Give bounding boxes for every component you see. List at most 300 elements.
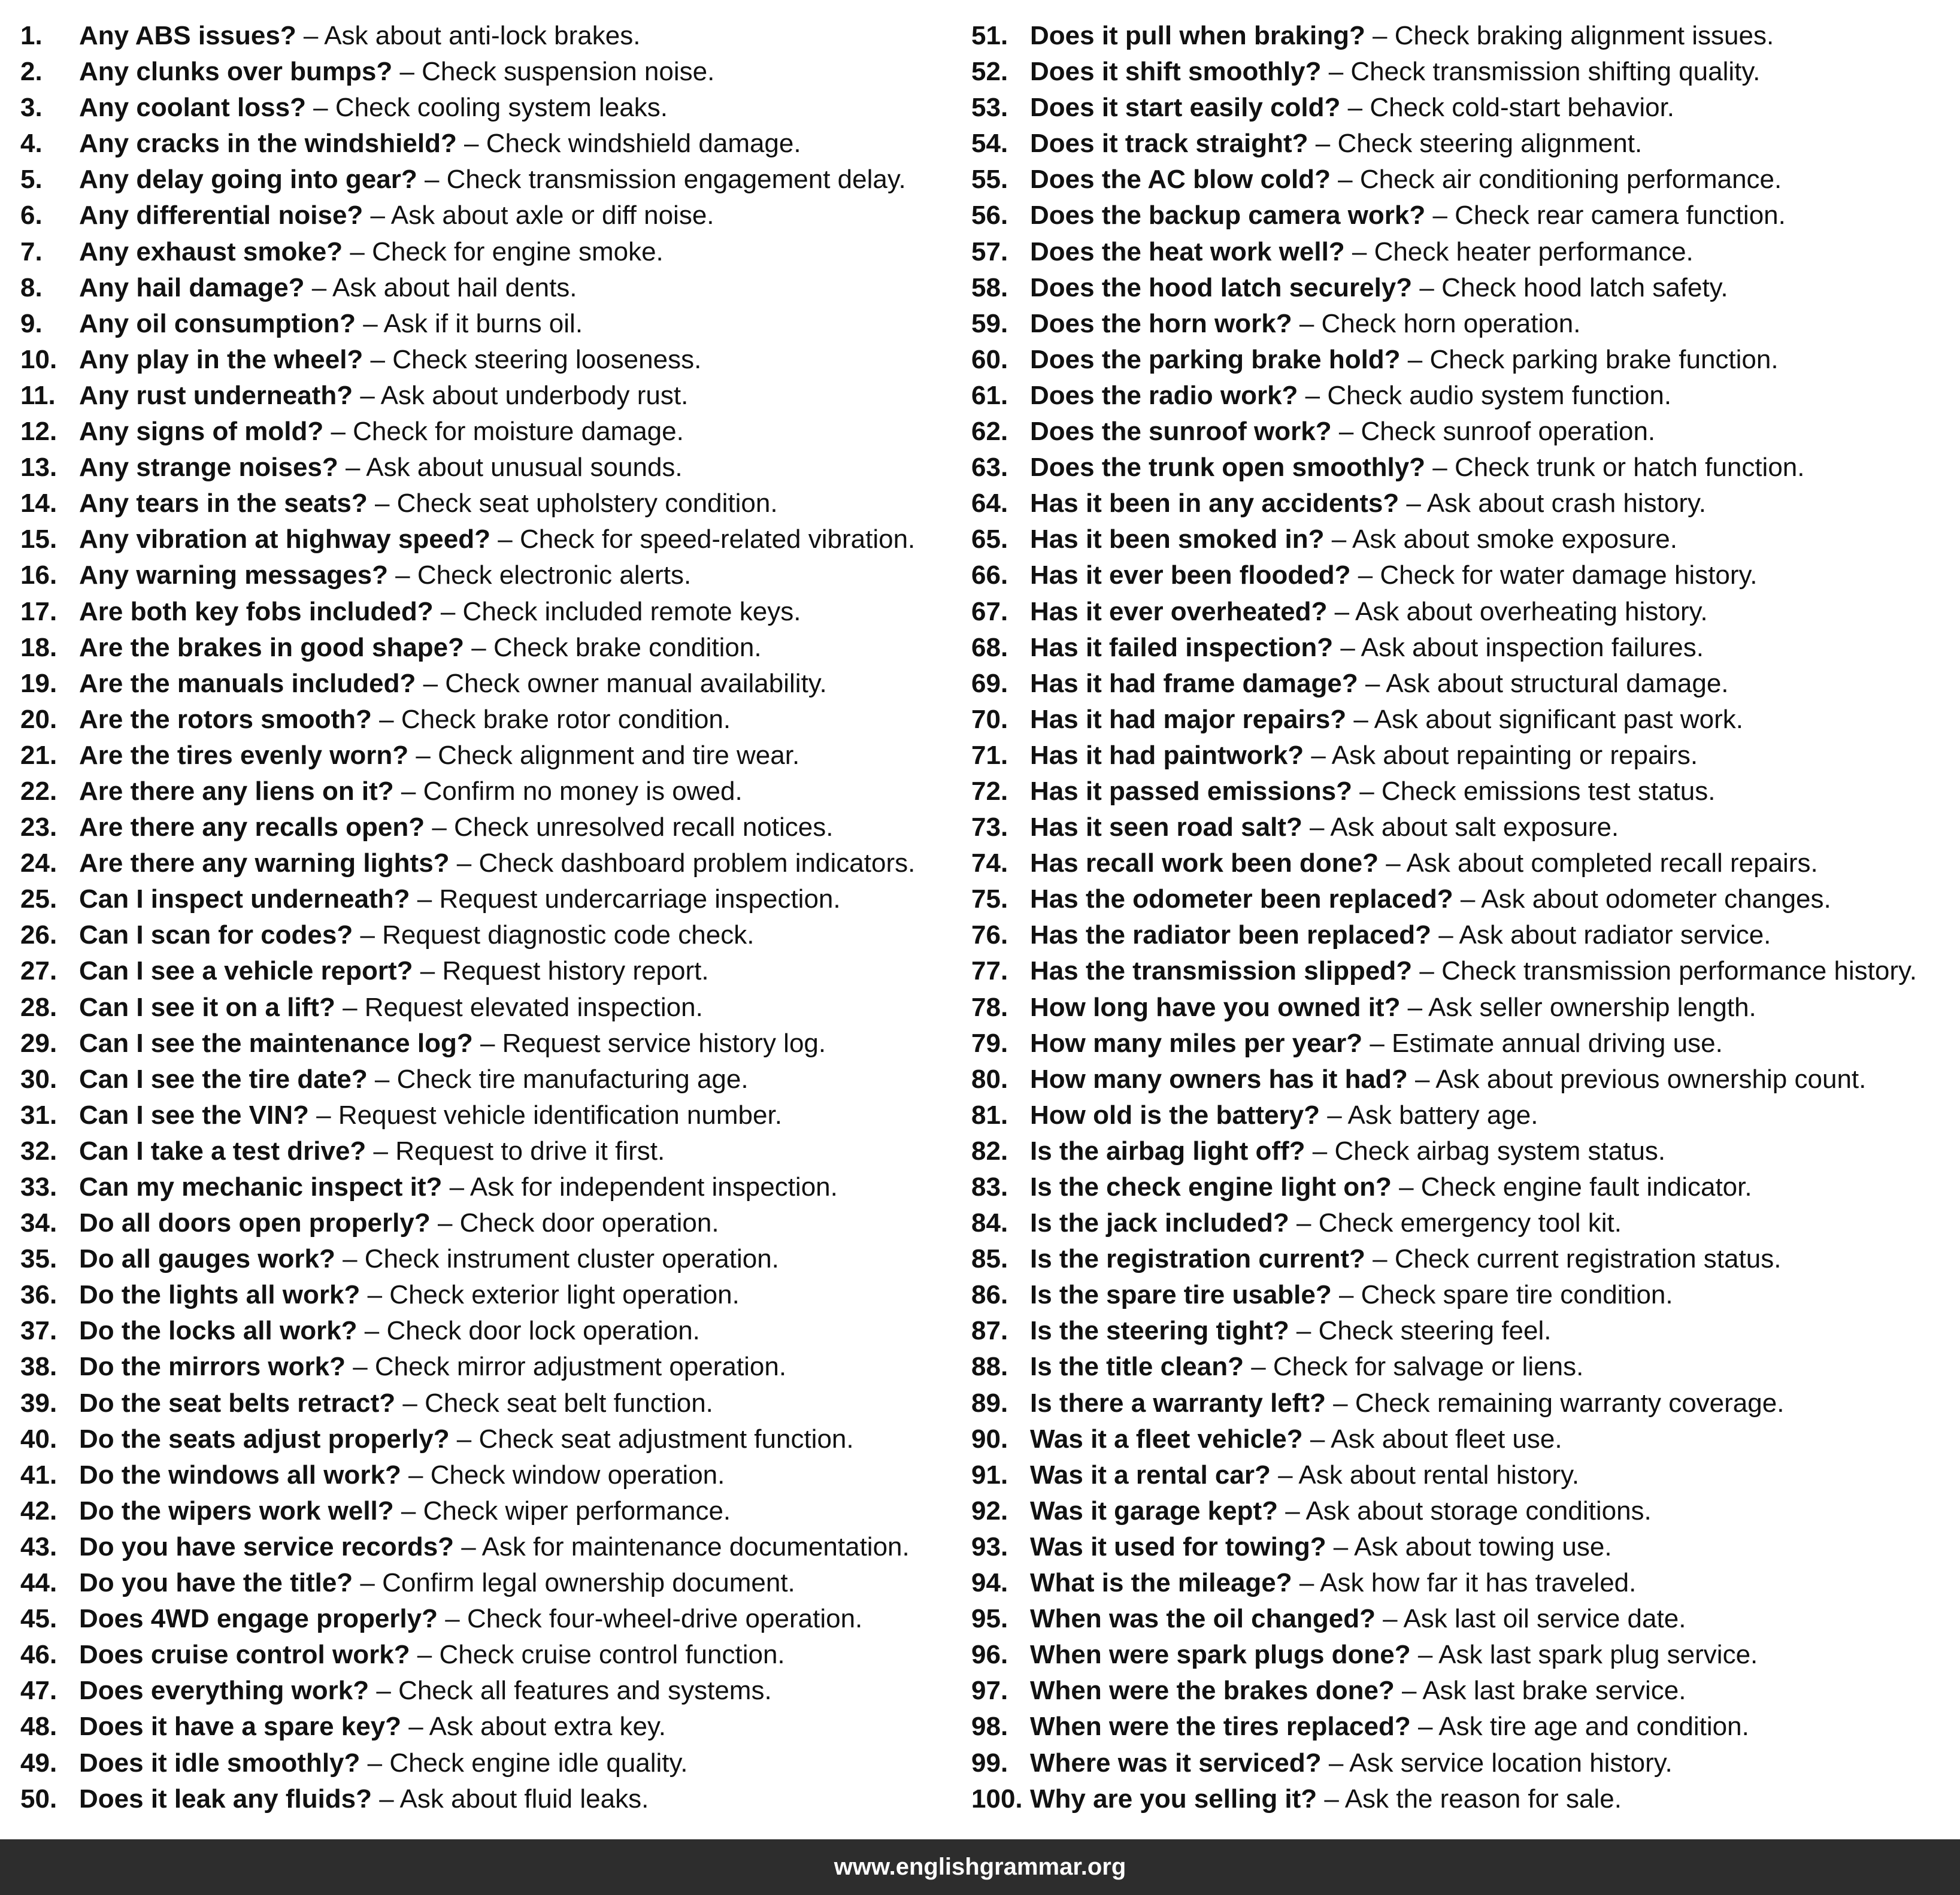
item-question: Do you have the title? <box>79 1568 353 1598</box>
item-question: Are the brakes in good shape? <box>79 632 465 662</box>
item-question: Is the steering tight? <box>1030 1316 1289 1346</box>
item-separator: – <box>1333 632 1361 662</box>
item-number: 14. <box>20 489 57 519</box>
list-item <box>971 1205 1953 1241</box>
item-separator: – <box>367 489 397 519</box>
item-text <box>79 162 906 198</box>
item-number: 97. <box>971 1676 1008 1706</box>
item-text <box>79 1673 772 1709</box>
item-text <box>79 1493 731 1529</box>
item-text <box>79 18 640 54</box>
item-number: 90. <box>971 1424 1008 1454</box>
item-text <box>79 54 714 90</box>
item-question: Does the radio work? <box>1030 380 1298 410</box>
item-text <box>79 953 709 989</box>
item-text <box>79 486 778 521</box>
list-item <box>971 845 1953 881</box>
item-text <box>1030 1745 1673 1781</box>
item-separator: – <box>393 1496 423 1526</box>
list-item <box>971 738 1953 774</box>
item-question: Does the AC blow cold? <box>1030 165 1331 195</box>
item-number: 51. <box>971 21 1008 50</box>
item-text <box>79 306 583 342</box>
list-item <box>20 270 955 306</box>
item-question: Has it ever overheated? <box>1030 596 1328 626</box>
item-description: Check sunroof operation. <box>1361 417 1656 447</box>
list-item <box>20 1493 955 1529</box>
item-text <box>1030 18 1774 54</box>
item-text <box>1030 1097 1538 1133</box>
item-description: Check transmission shifting quality. <box>1350 57 1761 87</box>
item-separator: – <box>1453 884 1482 914</box>
item-question: Has it had major repairs? <box>1030 704 1347 734</box>
item-question: Does it shift smoothly? <box>1030 57 1322 87</box>
list-item <box>971 1637 1953 1673</box>
item-number: 29. <box>20 1028 57 1058</box>
item-text <box>1030 1457 1579 1493</box>
item-separator: – <box>363 201 391 231</box>
item-description: Check trunk or hatch function. <box>1454 453 1805 483</box>
list-item <box>20 1026 955 1062</box>
item-description: Check for moisture damage. <box>353 417 684 447</box>
item-number: 43. <box>20 1532 57 1562</box>
item-separator: – <box>335 1244 365 1274</box>
item-separator: – <box>1365 1244 1395 1274</box>
item-separator: – <box>1330 165 1360 195</box>
list-item <box>971 414 1953 450</box>
item-number: 55. <box>971 165 1008 195</box>
item-text <box>79 557 691 593</box>
list-item <box>971 162 1953 198</box>
item-text <box>79 1205 719 1241</box>
item-number: 23. <box>20 812 57 842</box>
item-number: 53. <box>971 93 1008 123</box>
item-number: 27. <box>20 956 57 986</box>
item-text <box>79 702 731 738</box>
item-question: What is the mileage? <box>1030 1568 1292 1598</box>
item-description: Check included remote keys. <box>462 596 801 626</box>
item-question: Does the heat work well? <box>1030 237 1345 266</box>
item-number: 50. <box>20 1784 57 1814</box>
item-question: How many owners has it had? <box>1030 1064 1408 1094</box>
item-description: Request diagnostic code check. <box>382 920 755 950</box>
item-text <box>1030 1385 1784 1421</box>
item-question: Do you have service records? <box>79 1532 455 1562</box>
item-number: 21. <box>20 740 57 770</box>
item-question: Was it garage kept? <box>1030 1496 1279 1526</box>
list-item <box>971 594 1953 630</box>
item-separator: – <box>1400 992 1428 1022</box>
item-description: Ask seller ownership length. <box>1428 992 1756 1022</box>
list-item <box>971 198 1953 234</box>
item-description: Check owner manual availability. <box>445 668 827 698</box>
item-question: Is the airbag light off? <box>1030 1136 1305 1166</box>
item-number: 10. <box>20 344 57 374</box>
item-description: Ask about underbody rust. <box>380 380 689 410</box>
item-text <box>79 774 743 809</box>
item-question: Where was it serviced? <box>1030 1748 1322 1778</box>
item-separator: – <box>417 165 447 195</box>
item-number: 28. <box>20 992 57 1022</box>
item-text <box>79 1241 779 1277</box>
item-question: Do all doors open properly? <box>79 1208 431 1238</box>
item-question: Any strange noises? <box>79 453 338 483</box>
list-item <box>971 881 1953 917</box>
item-separator: – <box>425 812 455 842</box>
list-item <box>20 90 955 126</box>
item-description: Check brake rotor condition. <box>401 704 731 734</box>
list-item <box>971 1097 1953 1133</box>
item-question: How old is the battery? <box>1030 1100 1320 1130</box>
list-item <box>20 234 955 270</box>
item-description: Ask about fluid leaks. <box>399 1784 649 1814</box>
item-description: Check spare tire condition. <box>1361 1280 1673 1310</box>
item-question: Any delay going into gear? <box>79 165 417 195</box>
item-number: 64. <box>971 489 1008 519</box>
item-question: When was the oil changed? <box>1030 1604 1376 1634</box>
list-item <box>20 1565 955 1601</box>
item-description: Ask about odometer changes. <box>1481 884 1831 914</box>
list-item <box>20 702 955 738</box>
item-text <box>79 1169 838 1205</box>
item-question: Does everything work? <box>79 1676 369 1706</box>
item-separator: – <box>1431 920 1459 950</box>
list-item <box>971 1241 1953 1277</box>
item-text <box>1030 1421 1562 1457</box>
item-question: Does the backup camera work? <box>1030 201 1426 231</box>
list-item <box>20 1277 955 1313</box>
item-number: 79. <box>971 1028 1008 1058</box>
item-text <box>1030 54 1760 90</box>
item-question: Does it leak any fluids? <box>79 1784 372 1814</box>
item-description: Ask last oil service date. <box>1403 1604 1686 1634</box>
list-item <box>971 917 1953 953</box>
item-separator: – <box>472 1028 502 1058</box>
item-description: Check wiper performance. <box>423 1496 731 1526</box>
item-question: Does the sunroof work? <box>1030 417 1332 447</box>
item-separator: – <box>345 1352 375 1382</box>
item-text <box>79 521 915 557</box>
list-item <box>20 342 955 378</box>
item-description: Ask about crash history. <box>1426 489 1706 519</box>
item-number: 82. <box>971 1136 1008 1166</box>
list-item <box>20 18 955 54</box>
item-number: 18. <box>20 632 57 662</box>
item-text <box>1030 198 1786 234</box>
item-description: Ask about unusual sounds. <box>366 453 683 483</box>
item-question: Is the registration current? <box>1030 1244 1365 1274</box>
item-text <box>79 666 827 702</box>
item-description: Check tire manufacturing age. <box>396 1064 749 1094</box>
item-number: 76. <box>971 920 1008 950</box>
item-separator: – <box>387 560 417 590</box>
item-description: Check emissions test status. <box>1381 776 1716 806</box>
list-item <box>20 1457 955 1493</box>
item-question: Any exhaust smoke? <box>79 237 343 266</box>
item-description: Ask about repainting or repairs. <box>1331 740 1698 770</box>
item-number: 62. <box>971 417 1008 447</box>
item-number: 63. <box>971 453 1008 483</box>
item-description: Check four-wheel-drive operation. <box>466 1604 863 1634</box>
item-separator: – <box>1410 1712 1439 1742</box>
item-description: Ask for independent inspection. <box>469 1172 838 1202</box>
item-separator: – <box>360 1748 390 1778</box>
item-separator: – <box>1425 201 1455 231</box>
item-number: 2. <box>20 57 43 87</box>
item-description: Check engine idle quality. <box>389 1748 688 1778</box>
item-separator: – <box>1358 668 1386 698</box>
item-separator: – <box>304 272 333 302</box>
item-separator: – <box>408 740 438 770</box>
item-description: Check for speed-related vibration. <box>519 524 916 554</box>
item-text <box>1030 881 1831 917</box>
item-text <box>79 1421 854 1457</box>
item-number: 98. <box>971 1712 1008 1742</box>
item-question: Do the locks all work? <box>79 1316 358 1346</box>
item-number: 36. <box>20 1280 57 1310</box>
item-question: Do the mirrors work? <box>79 1352 346 1382</box>
item-separator: – <box>1302 812 1331 842</box>
list-item <box>971 90 1953 126</box>
item-text <box>1030 1493 1652 1529</box>
item-question: Do the lights all work? <box>79 1280 361 1310</box>
item-text <box>79 1062 749 1097</box>
item-separator: – <box>1308 129 1338 159</box>
item-number: 77. <box>971 956 1008 986</box>
item-description: Ask about rental history. <box>1298 1460 1580 1490</box>
item-text <box>1030 1205 1622 1241</box>
item-text <box>1030 270 1728 306</box>
item-description: Ask tire age and condition. <box>1438 1712 1749 1742</box>
item-description: Check rear camera function. <box>1455 201 1786 231</box>
item-text <box>1030 1637 1758 1673</box>
list-item <box>20 738 955 774</box>
item-separator: – <box>395 1388 425 1418</box>
item-question: Has it seen road salt? <box>1030 812 1302 842</box>
item-separator: – <box>353 1568 383 1598</box>
item-question: Has it been in any accidents? <box>1030 489 1399 519</box>
list-item <box>971 378 1953 414</box>
item-text <box>79 126 801 162</box>
list-item <box>971 1781 1953 1817</box>
item-separator: – <box>442 1172 470 1202</box>
item-description: Check audio system function. <box>1327 380 1672 410</box>
list-item <box>20 666 955 702</box>
item-number: 31. <box>20 1100 57 1130</box>
item-number: 87. <box>971 1316 1008 1346</box>
list-item <box>971 450 1953 486</box>
item-separator: – <box>1321 57 1351 87</box>
item-text <box>1030 1241 1781 1277</box>
item-description: Ask last brake service. <box>1422 1676 1686 1706</box>
item-number: 78. <box>971 992 1008 1022</box>
item-description: Ask about previous ownership count. <box>1435 1064 1867 1094</box>
item-question: Can I see a vehicle report? <box>79 956 413 986</box>
list-item <box>20 1673 955 1709</box>
item-description: Check seat adjustment function. <box>478 1424 854 1454</box>
item-text <box>1030 1349 1583 1385</box>
item-text <box>1030 1709 1749 1745</box>
list-item <box>971 486 1953 521</box>
item-description: Ask about storage conditions. <box>1305 1496 1652 1526</box>
item-text <box>79 1709 666 1745</box>
item-text <box>79 450 683 486</box>
item-number: 39. <box>20 1388 57 1418</box>
item-separator: – <box>490 524 520 554</box>
item-description: Check cooling system leaks. <box>335 93 668 123</box>
item-description: Check exterior light operation. <box>389 1280 740 1310</box>
item-number: 15. <box>20 524 57 554</box>
item-description: Ask about fleet use. <box>1331 1424 1562 1454</box>
item-separator: – <box>392 57 422 87</box>
list-item <box>20 126 955 162</box>
item-number: 96. <box>971 1640 1008 1670</box>
item-question: Has it been smoked in? <box>1030 524 1325 554</box>
list-item <box>971 1421 1953 1457</box>
list-item <box>971 630 1953 666</box>
item-text <box>79 1097 782 1133</box>
item-separator: – <box>433 596 463 626</box>
item-text <box>1030 702 1743 738</box>
item-number: 38. <box>20 1352 57 1382</box>
list-item <box>20 1062 955 1097</box>
item-separator: – <box>1399 489 1427 519</box>
item-text <box>79 1385 713 1421</box>
item-separator: – <box>1331 1280 1361 1310</box>
item-text <box>79 1133 665 1169</box>
item-separator: – <box>1410 1640 1439 1670</box>
item-text <box>79 1529 910 1565</box>
item-text <box>1030 738 1698 774</box>
item-question: Does the trunk open smoothly? <box>1030 453 1426 483</box>
item-separator: – <box>416 668 446 698</box>
item-text <box>79 198 714 234</box>
item-description: Check steering looseness. <box>392 344 702 374</box>
list-item <box>20 809 955 845</box>
item-question: Any rust underneath? <box>79 380 353 410</box>
item-description: Check engine fault indicator. <box>1420 1172 1752 1202</box>
item-description: Check horn operation. <box>1321 308 1581 338</box>
item-description: Check hood latch safety. <box>1441 272 1728 302</box>
item-description: Estimate annual driving use. <box>1392 1028 1723 1058</box>
item-description: Check door operation. <box>459 1208 719 1238</box>
item-separator: – <box>1340 93 1370 123</box>
item-description: Ask about completed recall repairs. <box>1406 848 1818 878</box>
item-text <box>1030 342 1779 378</box>
item-separator: – <box>335 992 365 1022</box>
item-number: 8. <box>20 272 43 302</box>
item-description: Check brake condition. <box>493 632 762 662</box>
item-description: Check suspension noise. <box>422 57 715 87</box>
item-number: 44. <box>20 1568 57 1598</box>
item-separator: – <box>456 129 486 159</box>
item-question: Is the check engine light on? <box>1030 1172 1392 1202</box>
item-separator: – <box>357 1316 387 1346</box>
item-number: 57. <box>971 237 1008 266</box>
item-description: Ask for maintenance documentation. <box>481 1532 910 1562</box>
item-separator: – <box>305 93 335 123</box>
item-description: Ask about overheating history. <box>1355 596 1708 626</box>
item-question: Can my mechanic inspect it? <box>79 1172 443 1202</box>
item-number: 95. <box>971 1604 1008 1634</box>
item-question: How long have you owned it? <box>1030 992 1401 1022</box>
item-text <box>79 809 833 845</box>
list-item <box>971 18 1953 54</box>
list-item <box>971 1601 1953 1637</box>
item-number: 3. <box>20 93 43 123</box>
item-number: 12. <box>20 417 57 447</box>
item-question: Can I see the maintenance log? <box>79 1028 473 1058</box>
item-separator: – <box>360 1280 390 1310</box>
item-text <box>79 594 801 630</box>
item-question: Has it passed emissions? <box>1030 776 1352 806</box>
list-item <box>20 917 955 953</box>
item-separator: – <box>1324 524 1352 554</box>
item-separator: – <box>1243 1352 1273 1382</box>
list-item <box>20 1097 955 1133</box>
list-item <box>20 1421 955 1457</box>
item-separator: – <box>1289 1208 1319 1238</box>
list-item <box>971 1026 1953 1062</box>
item-text <box>79 1601 862 1637</box>
list-item <box>971 1565 1953 1601</box>
item-number: 68. <box>971 632 1008 662</box>
item-separator: – <box>1317 1784 1345 1814</box>
list-item <box>20 450 955 486</box>
list-item <box>971 1529 1953 1565</box>
item-number: 86. <box>971 1280 1008 1310</box>
footer-bar <box>0 1839 1960 1895</box>
item-description: Ask about smoke exposure. <box>1352 524 1677 554</box>
item-number: 9. <box>20 308 43 338</box>
list-item <box>20 1529 955 1565</box>
list-item <box>971 1349 1953 1385</box>
item-text <box>1030 594 1708 630</box>
item-number: 61. <box>971 380 1008 410</box>
item-separator: – <box>1378 848 1407 878</box>
item-question: Are the tires evenly worn? <box>79 740 409 770</box>
item-number: 46. <box>20 1640 57 1670</box>
list-item <box>971 521 1953 557</box>
item-description: Request history report. <box>442 956 709 986</box>
item-separator: – <box>367 1064 397 1094</box>
item-description: Check seat upholstery condition. <box>396 489 778 519</box>
item-number: 34. <box>20 1208 57 1238</box>
item-description: Ask last spark plug service. <box>1438 1640 1758 1670</box>
item-text <box>1030 630 1704 666</box>
item-separator: – <box>353 380 381 410</box>
item-question: Can I take a test drive? <box>79 1136 366 1166</box>
item-question: Is there a warranty left? <box>1030 1388 1326 1418</box>
item-question: Any signs of mold? <box>79 417 324 447</box>
item-separator: – <box>308 1100 338 1130</box>
item-question: Are there any liens on it? <box>79 776 394 806</box>
item-number: 30. <box>20 1064 57 1094</box>
item-number: 54. <box>971 129 1008 159</box>
item-number: 83. <box>971 1172 1008 1202</box>
item-question: Does the horn work? <box>1030 308 1292 338</box>
item-description: Confirm legal ownership document. <box>382 1568 795 1598</box>
item-description: Check alignment and tire wear. <box>438 740 800 770</box>
item-question: Are the rotors smooth? <box>79 704 372 734</box>
item-number: 19. <box>20 668 57 698</box>
list-item <box>20 845 955 881</box>
item-separator: – <box>1304 740 1332 770</box>
item-text <box>79 1026 826 1062</box>
list-item <box>20 1709 955 1745</box>
item-question: Do the wipers work well? <box>79 1496 394 1526</box>
item-description: Ask about axle or diff noise. <box>390 201 714 231</box>
